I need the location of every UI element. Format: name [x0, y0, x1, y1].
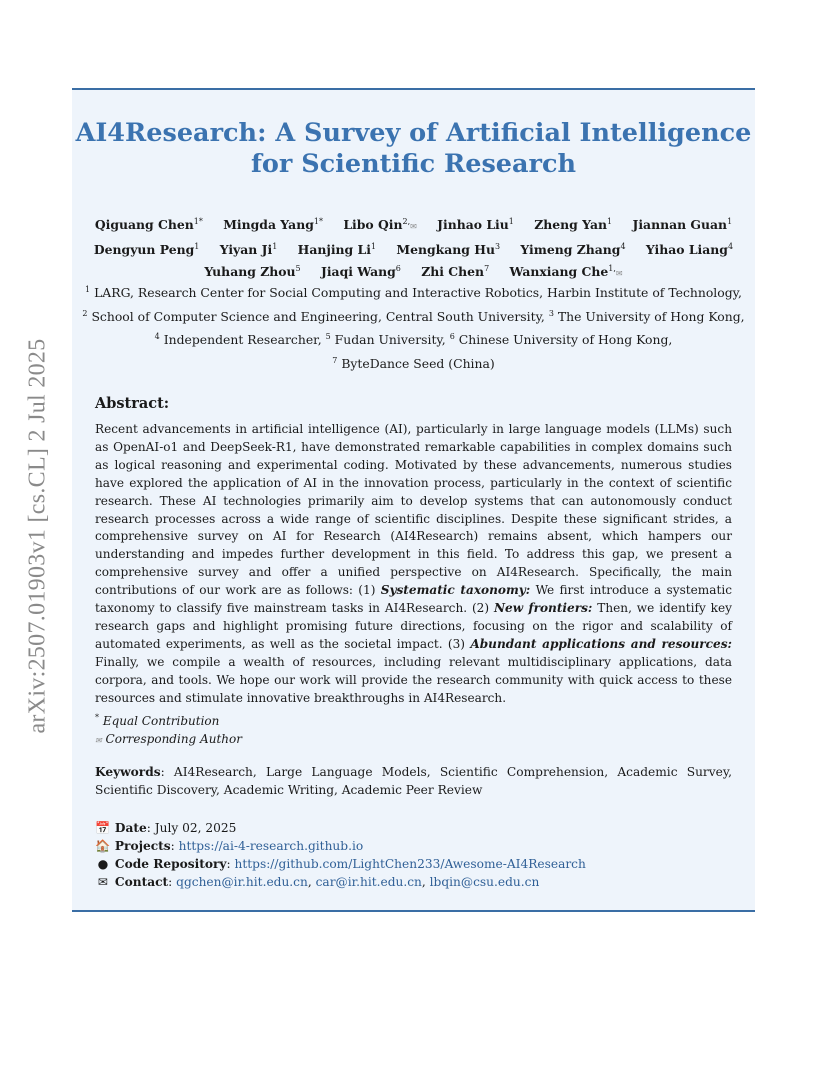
abstract-part: We first introduce a systematic taxonomy to classify five mainstream tasks in AI4Research. (2)	[95, 583, 732, 616]
author-name: Yimeng Zhang	[520, 241, 621, 257]
author-affil: 1	[607, 217, 613, 226]
author-row-2	[72, 237, 755, 260]
affil-text: School of Computer Science and Engineering, Central South University,	[91, 308, 545, 324]
github-icon: ●	[97, 857, 109, 871]
paper-metadata	[95, 819, 586, 891]
author-affil: 1,	[608, 264, 616, 274]
author-name: Zhi Chen	[421, 264, 485, 280]
affil-number: 5	[325, 332, 331, 342]
envelope-icon: ✉	[410, 222, 417, 232]
affil-text: LARG, Research Center for Social Computing and Interactive Robotics, Harbin Institute of Technology,	[94, 285, 742, 301]
author	[223, 217, 323, 232]
author	[534, 217, 612, 232]
author-affil: 1	[194, 241, 200, 251]
affil-number: 4	[154, 332, 160, 342]
author-affil: 6	[395, 264, 401, 274]
author	[298, 242, 376, 257]
author-name: Zheng Yan	[534, 217, 608, 233]
date-value: : July 02, 2025	[146, 821, 237, 835]
affil-text: ByteDance Seed (China)	[341, 356, 495, 371]
author-affil: 1	[272, 241, 278, 251]
author-name: Yiyan Ji	[219, 241, 273, 257]
author-name: Qiguang Chen	[94, 217, 194, 233]
affil-text: The University of Hong Kong,	[557, 308, 745, 324]
footnotes	[95, 709, 242, 750]
abstract-part: Recent advancements in artificial intelligence (AI), particularly in large language models (LLMs) such as OpenAI-o1 and DeepSeek-R1, have demonstrated remarkable capabilities in complex domains such as logical reasoning and experimental coding. Motivated by these advancements, numerous studies have explored the application of AI in the innovation process, particularly in the context of scientific research. These AI technologies primarily aim to develop systems that can autonomously conduct research processes across a wide range of scientific disciplines. Despite these significant strides, a comprehensive survey on AI for Research (AI4Research) remains absent, which hampers our understanding and impedes further development in this field. To address this gap, we present a comprehensive survey and offer a unified perspective on AI4Research. Specifically, the main contributions of our work are as follows: (1)	[95, 422, 732, 598]
author	[437, 217, 514, 232]
affiliation-line	[72, 280, 755, 304]
envelope-icon: ✉	[615, 269, 623, 279]
projects-label: Projects	[114, 839, 171, 853]
author-affil: 1	[508, 217, 514, 226]
affil-text: Fudan University,	[334, 332, 446, 348]
title-line-1: AI4Research: A Survey of Artificial Intelligence	[75, 118, 752, 148]
separator: :	[170, 839, 179, 853]
author-affil: 1*	[313, 217, 323, 226]
projects-link[interactable]: https://ai-4-research.github.io	[178, 839, 364, 853]
author-affil: 3	[494, 241, 501, 251]
author-name: Jiaqi Wang	[320, 264, 396, 280]
author	[220, 242, 278, 257]
contact-label: Contact	[114, 875, 169, 889]
date-row	[95, 819, 586, 837]
corresponding-author-note	[95, 730, 242, 750]
author-affil: 2,	[402, 217, 411, 226]
author-name: Mingda Yang	[223, 217, 314, 233]
date-label: Date	[114, 821, 147, 835]
affil-number: 2	[82, 308, 88, 318]
author-name: Wanxiang Che	[509, 264, 609, 280]
code-row	[95, 855, 586, 873]
projects-row	[95, 837, 586, 855]
author	[520, 242, 625, 257]
separator: :	[168, 875, 177, 889]
envelope-icon: ✉	[97, 875, 109, 889]
author	[509, 264, 622, 279]
author-affil: 1	[370, 241, 377, 251]
abstract-heading: Abstract:	[95, 395, 170, 412]
author	[95, 217, 203, 232]
affiliation-line	[72, 304, 755, 328]
author-name: Dengyun Peng	[93, 241, 195, 257]
keywords-label: Keywords	[95, 765, 161, 779]
author	[421, 264, 489, 279]
author	[343, 217, 417, 232]
author-name: Yuhang Zhou	[204, 264, 296, 280]
calendar-icon: 📅	[95, 821, 111, 835]
title-panel	[72, 88, 755, 912]
author	[204, 264, 300, 279]
author	[94, 242, 199, 257]
envelope-icon: ✉	[95, 736, 102, 745]
asterisk-mark: *	[95, 713, 99, 722]
keywords-text: : AI4Research, Large Language Models, Scientific Comprehension, Academic Survey, Scientific Discovery, Academic Writing, Academic Peer Review	[95, 765, 732, 797]
affil-number: 6	[449, 332, 455, 342]
contact-email-link[interactable]: car@ir.hit.edu.cn	[315, 875, 422, 889]
author-list	[72, 212, 755, 284]
author-name: Libo Qin	[343, 217, 403, 233]
abstract-highlight: Abundant applications and resources:	[470, 636, 732, 651]
author-affil: 1*	[193, 217, 203, 226]
affil-text: Independent Researcher,	[163, 332, 322, 348]
code-label: Code Repository	[114, 857, 227, 871]
affiliation-line	[72, 327, 755, 351]
contact-email-link[interactable]: lbqin@csu.edu.cn	[429, 875, 540, 889]
paper-title	[72, 118, 755, 180]
note-text: Equal Contribution	[102, 714, 220, 728]
affiliations	[72, 280, 755, 375]
author-affil: 4	[727, 241, 734, 251]
author-name: Mengkang Hu	[396, 241, 495, 257]
author-affil: 7	[484, 264, 490, 274]
author-affil: 4	[620, 241, 626, 251]
note-text: Corresponding Author	[105, 732, 242, 746]
affil-number: 1	[85, 285, 91, 294]
code-repository-link[interactable]: https://github.com/LightChen233/Awesome-AI4Research	[234, 857, 586, 871]
abstract-text	[95, 421, 732, 708]
arxiv-identifier: arXiv:2507.01903v1 [cs.CL] 2 Jul 2025	[24, 338, 51, 734]
keywords	[95, 763, 732, 799]
author	[396, 242, 500, 257]
abstract-part: Then, we identify key research gaps and highlight promising future directions, focusing on the rigor and scalability of automated experiments, as well as the societal impact. (3)	[95, 601, 732, 651]
affil-text: Chinese University of Hong Kong,	[458, 332, 673, 348]
author	[632, 217, 732, 232]
author-name: Jinhao Liu	[437, 217, 509, 233]
abstract-part: Finally, we compile a wealth of resources, including relevant multidisciplinary applications, data corpora, and tools. We hope our work will provide the research community with quick access to these resources and stimulate innovative breakthroughs in AI4Research.	[95, 654, 732, 705]
affiliation-line	[72, 351, 755, 375]
author	[321, 264, 401, 279]
author-affil: 5	[295, 264, 301, 274]
abstract-highlight: New frontiers:	[494, 601, 593, 616]
author-affil: 1	[727, 217, 733, 226]
abstract-highlight: Systematic taxonomy:	[380, 583, 531, 598]
contact-row: ✉ Contact: qgchen@ir.hit.edu.cn, car@ir.hit.edu.cn, lbqin@csu.edu.cn	[95, 873, 586, 891]
affil-number: 3	[548, 308, 554, 318]
affil-number: 7	[332, 355, 338, 365]
author-name: Jiannan Guan	[632, 217, 728, 233]
separator: :	[226, 857, 235, 871]
author-name: Hanjing Li	[297, 241, 371, 257]
home-icon: 🏠	[95, 839, 111, 853]
author-row-1	[72, 212, 755, 237]
contact-email-link[interactable]: qgchen@ir.hit.edu.cn	[176, 875, 308, 889]
title-line-2: for Scientific Research	[250, 149, 577, 179]
author	[646, 242, 733, 257]
equal-contribution-note	[95, 709, 242, 730]
author-name: Yihao Liang	[645, 241, 728, 257]
